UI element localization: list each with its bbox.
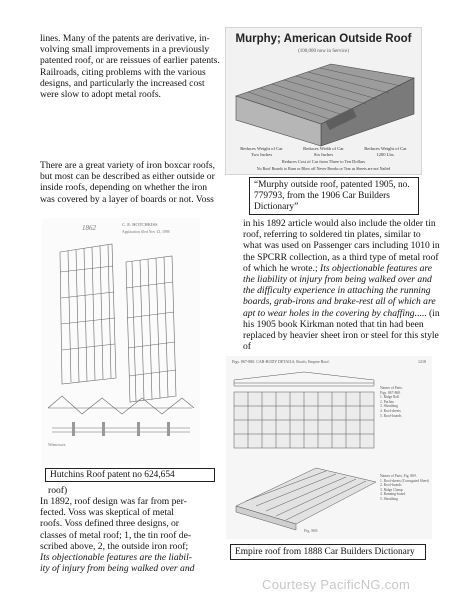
text-line: fected. Voss was skeptical of metal [40, 507, 174, 519]
ad-spec-mid [296, 146, 351, 157]
parts-title: Names of Parts. [380, 386, 403, 390]
paragraph-roof-design [40, 496, 222, 574]
caption-text: “Murphy outside roof, patented 1905, no. 779793, from the 1906 Car Builders Dictionary” [254, 180, 410, 212]
plain-text: was used on Passenger cars including 1010 in the [243, 240, 440, 263]
part-item: 3. Ridge Clamp [380, 487, 403, 492]
spec-text: Six Inches [313, 151, 334, 157]
parts-title: Names of Parts, Fig. 869. [380, 474, 417, 478]
patent-label-top: C. E. HOTCHKISS [122, 222, 158, 227]
names-of-parts-1 [380, 386, 430, 418]
ad-title: Murphy; American Outside Roof [235, 33, 412, 45]
watermark: Courtesy PacificNG.com [262, 577, 411, 592]
fig-label: Fig. 869. [304, 528, 319, 533]
part-item: 2. Roof-boards [380, 483, 402, 488]
plain-text: .... (in his 1905 book Kirkman noted that tin had been replaced by heavier sheet iron or steel for this style of [243, 307, 440, 353]
spec-text: Reduces Weight of Car [364, 146, 407, 151]
plain-text: which he wrote.; [253, 262, 321, 274]
ad-spec-left [234, 146, 289, 157]
part-item: 2. Purlins [380, 399, 394, 404]
empire-roof-plans [226, 356, 432, 539]
names-of-parts-2 [380, 474, 430, 502]
hutchins-patent-drawing [42, 218, 200, 464]
plain-text: roof, referring to soldered tin plates, similar to what [243, 229, 421, 252]
patent-witness: Witnesses [48, 442, 66, 447]
spec-text: 1200 Lbs. [376, 151, 395, 157]
paragraph-patents [40, 33, 230, 100]
text-line: In 1892, roof design was far from per- [40, 496, 187, 507]
ad-spec-right [358, 146, 413, 157]
ad-subtitle: (100,000 now in Service) [298, 49, 349, 54]
empire-roof-drawing [226, 356, 432, 539]
murphy-caption [249, 177, 419, 215]
italic-line: ity of injury from being walked over and [40, 563, 195, 575]
murphy-roof-advertisement [225, 27, 422, 175]
text-line: Railroads, citing problems with the various [40, 66, 206, 78]
paragraph-tin-roof [243, 218, 440, 352]
caption-text: Empire roof from 1888 Car Builders Dictionary [235, 547, 415, 557]
text-line: scribed above, 2, the outside iron roof; [40, 540, 189, 552]
text-line: roofs. Voss defined three designs, or [40, 518, 180, 530]
text-line: but most can be described as either outside or [40, 171, 215, 183]
text-line: inside roofs, depending on whether the iron [40, 182, 208, 194]
text-line: patented roof, or are reissues of earlier patents. [40, 55, 220, 67]
text-line: was covered by a layer of boards or not. Voss [40, 193, 214, 205]
patent-year-mark: 1862 [82, 224, 96, 232]
plain-text: SPCRR collection, as a third type of metal roof of [243, 251, 439, 274]
hutchins-caption-continuation [48, 485, 108, 496]
header-left: Figs. 867-880. CAR-BODY DETAILS, Roofs; Empire Roof. [232, 359, 330, 364]
patent-label-mid: Application filed Nov 12, 1898 [122, 230, 170, 234]
italic-line: Its objectionable features are the liabil- [40, 552, 192, 564]
part-item: 3. Sheathing [380, 404, 398, 409]
part-item: 4. Running-board [380, 492, 406, 497]
part-item: 5. Roof-boards [380, 413, 402, 418]
paragraph-iron-roofs [40, 160, 250, 205]
spec-text: Reduces Width of Car [303, 146, 344, 151]
part-item: 1. Ridge Roll [380, 395, 400, 400]
text-line: There are a great variety of iron boxcar roofs, [40, 160, 215, 171]
plain-text: in his 1892 article would also include the older tin [243, 218, 436, 229]
part-item: 1. Roof-sheets (Corrugated Sheet) [380, 478, 430, 483]
parts-fig: Figs. 867-868. [380, 390, 401, 395]
text-line: lines. Many of the patents are derivative, in- [40, 33, 210, 44]
spec-text: Reduces Weight of Car [240, 146, 283, 151]
patent-sketch [42, 218, 200, 464]
text-line: were slow to adopt metal roofs. [40, 89, 161, 101]
italic-quote: Its objectionable features are the liability ot injury from being walked over and the difficulty experience in attaching the running boards, grab-irons and brake-rest all of which are apt to wear holes in the covering by chaffing. [243, 262, 436, 319]
spec-text: Two Inches [250, 151, 273, 157]
part-item: 5. Sheathing [380, 496, 398, 501]
text-line: roof) [48, 485, 68, 496]
header-right: 1218 [418, 359, 426, 364]
caption-text: Hutchins Roof patent no 624,654 [50, 470, 175, 480]
text-line: designs, and particularly the increased cost [40, 77, 205, 89]
empire-caption [230, 544, 426, 560]
part-item: 4. Roof-sheets [380, 408, 401, 413]
ad-footer-2: No Roof Boards to Burn or Blow off Never Breaks or Tear as Sheets are not Nailed [256, 166, 391, 171]
ad-footer-1: Reduces Cost of Car from Three to Ten Dollars [281, 159, 366, 164]
hutchins-caption [45, 468, 215, 482]
text-line: classes of metal roof; 1, the tin roof de- [40, 529, 192, 541]
text-line: volving small improvements in a previously [40, 44, 210, 56]
